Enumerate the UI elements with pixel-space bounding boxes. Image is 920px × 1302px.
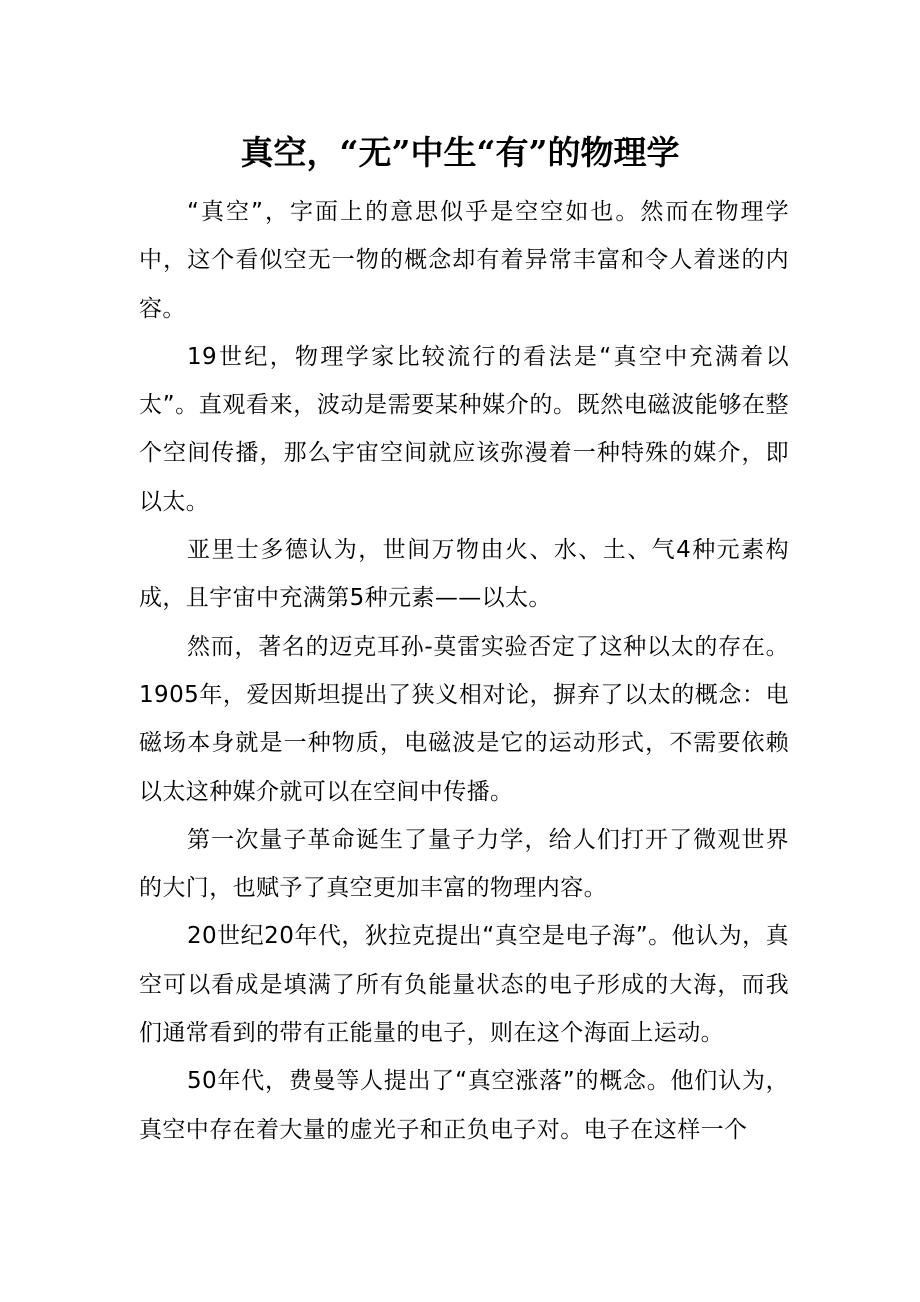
paragraph-6: 20世纪20年代，狄拉克提出“真空是电子海”。他认为，真空可以看成是填满了所有负能量状态的电子形成的大海，而我们通常看到的带有正能量的电子，则在这个海面上运动。 <box>139 923 789 1047</box>
paragraph-2: 19世纪，物理学家比较流行的看法是“真空中充满着以太”。直观看来，波动是需要某种媒介的。既然电磁波能够在整个空间传播，那么宇宙空间就应该弥漫着一种特殊的媒介，即以太。 <box>139 343 789 515</box>
paragraph-7: 50年代，费曼等人提出了“真空涨落”的概念。他们认为，真空中存在着大量的虚光子和正负电子对。电子在这样一个 <box>139 1068 789 1143</box>
paragraph-4: 然而，著名的迈克耳孙-莫雷实验否定了这种以太的存在。1905年，爱因斯坦提出了狭义相对论，摒弃了以太的概念：电磁场本身就是一种物质，电磁波是它的运动形式，不需要依赖以太这种媒介就可以在空间中传播。 <box>139 633 789 805</box>
paragraph-5: 第一次量子革命诞生了量子力学，给人们打开了微观世界的大门，也赋予了真空更加丰富的物理内容。 <box>139 826 789 902</box>
paragraph-1: “真空”，字面上的意思似乎是空空如也。然而在物理学中，这个看似空无一物的概念却有着异常丰富和令人着迷的内容。 <box>139 199 789 322</box>
document-body <box>139 188 789 1154</box>
document-title: 真空，“无”中生“有”的物理学 <box>240 133 680 172</box>
paragraph-3: 亚里士多德认为，世间万物由火、水、土、气4种元素构成，且宇宙中充满第5种元素——以太。 <box>139 537 789 612</box>
